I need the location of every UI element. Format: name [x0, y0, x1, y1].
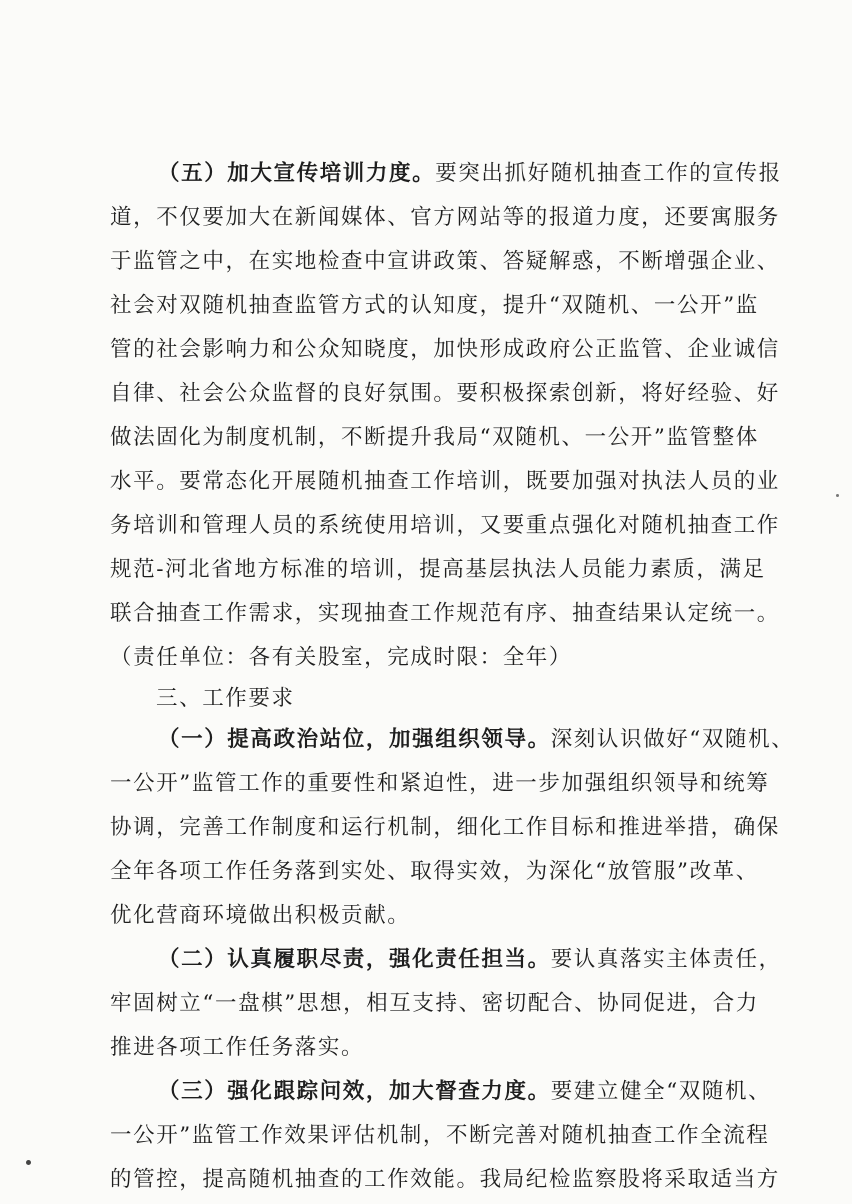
responsibility-note: （责任单位：各有关股室，完成时限：全年）	[110, 645, 573, 670]
paragraph-2-heading-line	[158, 947, 782, 973]
heading-text: （五）加大宣传培训力度。	[158, 161, 436, 186]
text-line: 务培训和管理人员的系统使用培训，又要重点强化对随机抽查工作	[110, 513, 780, 538]
text-line: 于监管之中，在实地检查中宣讲政策、答疑解惑，不断增强企业、	[110, 249, 780, 274]
paragraph-1-heading-line	[158, 727, 794, 753]
text-line: 自律、社会公众监督的良好氛围。要积极探索创新，将好经验、好	[110, 381, 780, 406]
text-line: 牢固树立“一盘棋”思想，相互支持、密切配合、协同促进，合力	[110, 991, 759, 1016]
heading-text: （一）提高政治站位，加强组织领导。	[158, 727, 551, 752]
body-text: 要建立健全“双随机、	[550, 1079, 772, 1104]
text-line: 推进各项工作任务落实。	[110, 1035, 365, 1060]
body-text: 要突出抓好随机抽查工作的宣传报	[435, 161, 782, 186]
scan-speck	[26, 1160, 31, 1165]
text-line: 做法固化为制度机制，不断提升我局“双随机、一公开”监管整体	[110, 425, 759, 450]
scan-speck	[836, 494, 839, 497]
text-line: 社会对双随机抽查监管方式的认知度，提升“双随机、一公开”监	[110, 293, 759, 318]
text-line: 联合抽查工作需求，实现抽查工作规范有序、抽查结果认定统一。	[110, 601, 780, 626]
body-text: 深刻认识做好“双随机、	[550, 727, 795, 752]
text-line: 的管控，提高随机抽查的工作效能。我局纪检监察股将采取适当方	[110, 1167, 780, 1192]
text-line: 优化营商环境做出积极贡献。	[110, 903, 411, 928]
text-line: 协调，完善工作制度和运行机制，细化工作目标和推进举措，确保	[110, 815, 780, 840]
text-line: 一公开”监管工作效果评估机制，不断完善对随机抽查工作全流程	[110, 1123, 770, 1148]
heading-text: （三）强化跟踪问效，加大督查力度。	[158, 1079, 551, 1104]
body-text: 要认真落实主体责任，	[550, 947, 782, 972]
paragraph-5-heading-line	[158, 161, 782, 187]
text-line: 一公开”监管工作的重要性和紧迫性，进一步加强组织领导和统筹	[110, 771, 770, 796]
text-line: 道，不仅要加大在新闻媒体、官方网站等的报道力度，还要寓服务	[110, 205, 780, 230]
text-line: 管的社会影响力和公众知晓度，加快形成政府公正监管、企业诚信	[110, 337, 780, 362]
paragraph-3-heading-line	[158, 1079, 771, 1105]
text-line: 全年各项工作任务落到实处、取得实效，为深化“放管服”改革、	[110, 859, 759, 884]
section-heading: 三、工作要求	[156, 686, 295, 711]
text-line: 水平。要常态化开展随机抽查工作培训，既要加强对执法人员的业	[110, 469, 780, 494]
heading-text: （二）认真履职尽责，强化责任担当。	[158, 947, 551, 972]
text-line: 规范-河北省地方标准的培训，提高基层执法人员能力素质，满足	[110, 557, 766, 582]
